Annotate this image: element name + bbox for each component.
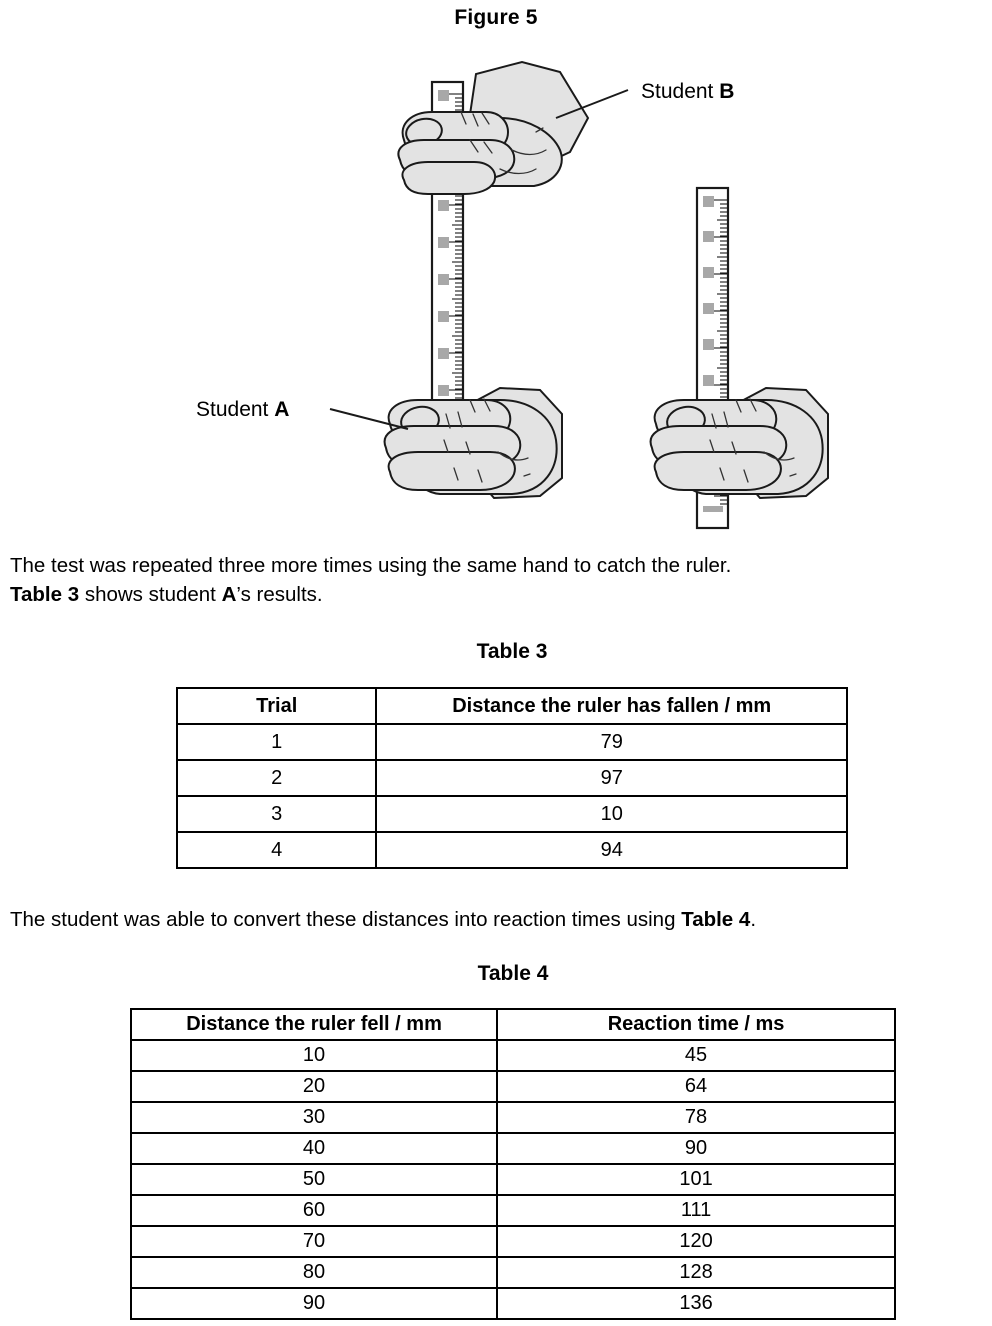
paragraph-convert-distances: [10, 905, 985, 934]
table-4-cell-distance: 80: [131, 1257, 497, 1288]
table-3-cell-distance: 94: [376, 832, 847, 868]
table-row: [131, 1288, 895, 1319]
table-4-cell-distance: 40: [131, 1133, 497, 1164]
figure-5-block: [0, 0, 992, 540]
table-row: [131, 1164, 895, 1195]
paragraph-test-repeated: [10, 551, 970, 609]
table-3-cell-distance: 10: [376, 796, 847, 832]
table-3-cell-trial: 2: [177, 760, 376, 796]
table-4-cell-time: 90: [497, 1133, 895, 1164]
table-4-cell-distance: 60: [131, 1195, 497, 1226]
table-4-header-row: [131, 1009, 895, 1040]
table-4-cell-distance: 70: [131, 1226, 497, 1257]
table-row: [177, 724, 847, 760]
table-3-cell-trial: 1: [177, 724, 376, 760]
table-3-cell-distance: 97: [376, 760, 847, 796]
student-b-label: Student B: [641, 80, 735, 103]
table-4-header-distance: Distance the ruler fell / mm: [131, 1009, 497, 1040]
figure-5-illustration: [0, 0, 992, 540]
table-4: [130, 1008, 896, 1320]
table-3-caption: Table 3: [476, 640, 548, 663]
table-4-cell-time: 64: [497, 1071, 895, 1102]
table-4-cell-time: 136: [497, 1288, 895, 1319]
table-4-cell-distance: 10: [131, 1040, 497, 1071]
para2-table4-ref: Table 4: [681, 908, 751, 931]
table-3-cell-distance: 79: [376, 724, 847, 760]
table-3-header-row: [177, 688, 847, 724]
table-row: [131, 1226, 895, 1257]
figure-title: Figure 5: [454, 6, 538, 29]
table-row: [131, 1071, 895, 1102]
table-row: [131, 1102, 895, 1133]
table-3-header-trial: Trial: [177, 688, 376, 724]
student-b-hand: [398, 62, 588, 194]
table-4-cell-distance: 90: [131, 1288, 497, 1319]
table-row: [177, 760, 847, 796]
para1-results: ’s results.: [236, 583, 323, 606]
para1-student-a: A: [221, 583, 237, 606]
table-3-cell-trial: 3: [177, 796, 376, 832]
table-3-cell-trial: 4: [177, 832, 376, 868]
table-4-cell-time: 120: [497, 1226, 895, 1257]
para2-period: .: [750, 908, 757, 931]
para1-sentence1: The test was repeated three more times using the same hand to catch the ruler.: [10, 554, 732, 577]
table-row: [131, 1040, 895, 1071]
para2-sentence: The student was able to convert these distances into reaction times using: [10, 908, 682, 931]
table-row: [131, 1195, 895, 1226]
table-4-cell-time: 101: [497, 1164, 895, 1195]
table-row: [177, 796, 847, 832]
para1-table3-ref: Table 3: [10, 583, 80, 606]
table-4-cell-time: 78: [497, 1102, 895, 1133]
table-3: [176, 687, 848, 869]
table-4-cell-time: 128: [497, 1257, 895, 1288]
table-3-header-distance: Distance the ruler has fallen / mm: [376, 688, 847, 724]
table-4-header-reaction-time: Reaction time / ms: [497, 1009, 895, 1040]
table-4-cell-time: 45: [497, 1040, 895, 1071]
student-a-hand: [385, 388, 562, 498]
para1-shows-student: shows student: [79, 583, 222, 606]
table-4-cell-distance: 50: [131, 1164, 497, 1195]
table-4-cell-distance: 30: [131, 1102, 497, 1133]
table-row: [131, 1133, 895, 1164]
table-row: [131, 1257, 895, 1288]
table-4-caption: Table 4: [477, 962, 549, 985]
student-a-label: Student A: [196, 398, 290, 421]
student-right-hand: [651, 388, 828, 498]
table-4-cell-distance: 20: [131, 1071, 497, 1102]
table-row: [177, 832, 847, 868]
table-4-cell-time: 111: [497, 1195, 895, 1226]
